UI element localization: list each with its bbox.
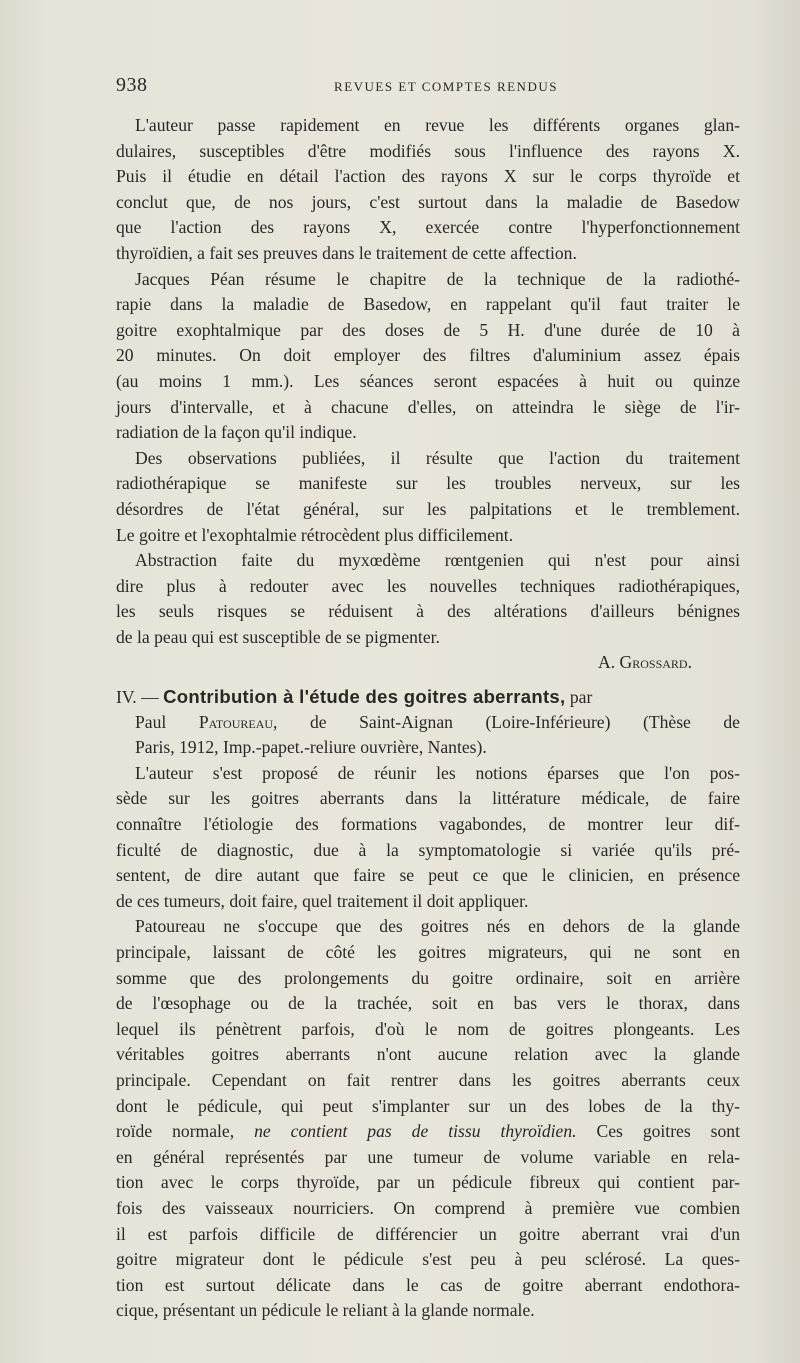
text-line: goitre exophtalmique par des doses de 5 H. d'une durée de 10 à — [116, 319, 740, 340]
text-line: thyroïdien, a fait ses preuves dans le traitement de cette affection. — [116, 242, 577, 263]
byline: Paris, 1912, Imp.-papet.-reliure ouvrière, Nantes). — [135, 737, 487, 758]
text-line: Patoureau ne s'occupe que des goitres nés en dehors de la glande — [135, 916, 740, 937]
page-header — [116, 74, 740, 98]
text-line: principale. Cependant on fait rentrer dans les goitres aberrants ceux — [116, 1069, 740, 1090]
text-line: tion est surtout délicate dans le cas de goitre aberrant endothora- — [116, 1274, 740, 1295]
section-gap — [116, 676, 740, 684]
text-line — [116, 1119, 740, 1145]
text-fragment: Ces goitres sont — [576, 1121, 740, 1142]
text-line: jours d'intervalle, et à chacune d'elles, on atteindra le siège de l'ir- — [116, 396, 740, 417]
author-name: Patoureau, — [198, 711, 278, 732]
text-line: sède sur les goitres aberrants dans la littérature médicale, de faire — [116, 788, 740, 809]
byline — [116, 710, 740, 736]
text-line: il est parfois difficile de différencier un goitre aberrant vrai d'un — [116, 1223, 740, 1244]
page-number: 938 — [116, 74, 148, 96]
text-line: somme que des prolongements du goitre ordinaire, soit en arrière — [116, 967, 740, 988]
heading-number: IV. — — [116, 687, 164, 708]
text-line: dire plus à redouter avec les nouvelles techniques radiothérapiques, — [116, 575, 740, 596]
heading-par: par — [565, 687, 593, 708]
italic-emphasis: ne contient pas de tissu thyroïdien. — [254, 1121, 577, 1142]
text-line: Le goitre et l'exophtalmie rétrocèdent plus difficilement. — [116, 524, 514, 545]
text-line: goitre migrateur dont le pédicule s'est peu à peu sclérosé. La ques- — [116, 1249, 740, 1270]
signature-name: Grossard. — [619, 652, 692, 673]
text-line: rapie dans la maladie de Basedow, en rappelant qu'il faut traiter le — [116, 294, 740, 315]
text-fragment: roïde normale, — [116, 1121, 255, 1142]
text-line: radiation de la façon qu'il indique. — [116, 422, 357, 443]
text-line: radiothérapique se manifeste sur les troubles nerveux, sur les — [116, 473, 740, 494]
text-line: dulaires, susceptibles d'être modifiés sous l'influence des rayons X. — [116, 140, 740, 161]
text-line: de ces tumeurs, doit faire, quel traitement il doit appliquer. — [116, 890, 529, 911]
signature-prefix: A. — [598, 652, 620, 673]
text-line: dont le pédicule, qui peut s'implanter sur un des lobes de la thy- — [116, 1095, 740, 1116]
text-line: tion avec le corps thyroïde, par un pédicule fibreux qui contient par- — [116, 1172, 740, 1193]
text-line: Des observations publiées, il résulte que l'action du traitement — [135, 447, 740, 468]
byline-post: de Saint-Aignan (Loire-Inférieure) (Thèse de — [277, 711, 740, 732]
text-line: lequel ils pénètrent parfois, d'où le nom de goitres plongeants. Les — [116, 1018, 740, 1039]
page-body — [116, 113, 740, 1324]
text-line: Jacques Péan résume le chapitre de la technique de la radiothé- — [135, 268, 740, 289]
byline-pre: Paul — [135, 711, 199, 732]
text-line: fois des vaisseaux nourriciers. On comprend à première vue combien — [116, 1197, 740, 1218]
text-line: de l'œsophage ou de la trachée, soit en bas vers le thorax, dans — [116, 993, 740, 1014]
running-title: REVUES ET COMPTES RENDUS — [334, 79, 558, 94]
text-line: Abstraction faite du myxœdème rœntgenien qui n'est pour ainsi — [135, 550, 740, 571]
heading-title: Contribution à l'étude des goitres aberrants, — [163, 686, 566, 708]
text-line: les seuls risques se réduisent à des altérations d'ailleurs bénignes — [116, 601, 740, 622]
text-line: conclut que, de nos jours, c'est surtout dans la maladie de Basedow — [116, 191, 740, 212]
text-line: de la peau qui est susceptible de se pigmenter. — [116, 626, 440, 647]
text-line: ficulté de diagnostic, due à la symptomatologie si variée qu'ils pré- — [116, 839, 740, 860]
text-line: (au moins 1 mm.). Les séances seront espacées à huit ou quinze — [116, 370, 740, 391]
review-heading — [116, 684, 740, 710]
text-line: L'auteur passe rapidement en revue les différents organes glan- — [135, 115, 740, 135]
text-line: 20 minutes. On doit employer des filtres d'aluminium assez épais — [116, 345, 740, 366]
text-line: véritables goitres aberrants n'ont aucune relation avec la glande — [116, 1044, 740, 1065]
text-line: sentent, de dire autant que faire se peut ce que le clinicien, en présence — [116, 865, 740, 886]
text-line: désordres de l'état général, sur les palpitations et le tremblement. — [116, 498, 740, 519]
text-line: principale, laissant de côté les goitres migrateurs, qui ne sont en — [116, 942, 740, 962]
text-line: que l'action des rayons X, exercée contre l'hyperfonctionnement — [116, 217, 740, 238]
text-line: Puis il étudie en détail l'action des rayons X sur le corps thyroïde et — [116, 166, 740, 187]
review-signature — [116, 650, 740, 676]
text-line: L'auteur s'est proposé de réunir les notions éparses que l'on pos- — [135, 762, 740, 783]
text-line: en général représentés par une tumeur de volume variable en rela- — [116, 1146, 740, 1167]
text-line: cique, présentant un pédicule le reliant à la glande normale. — [116, 1300, 535, 1321]
text-line: connaître l'étiologie des formations vagabondes, de montrer leur dif- — [116, 814, 740, 835]
